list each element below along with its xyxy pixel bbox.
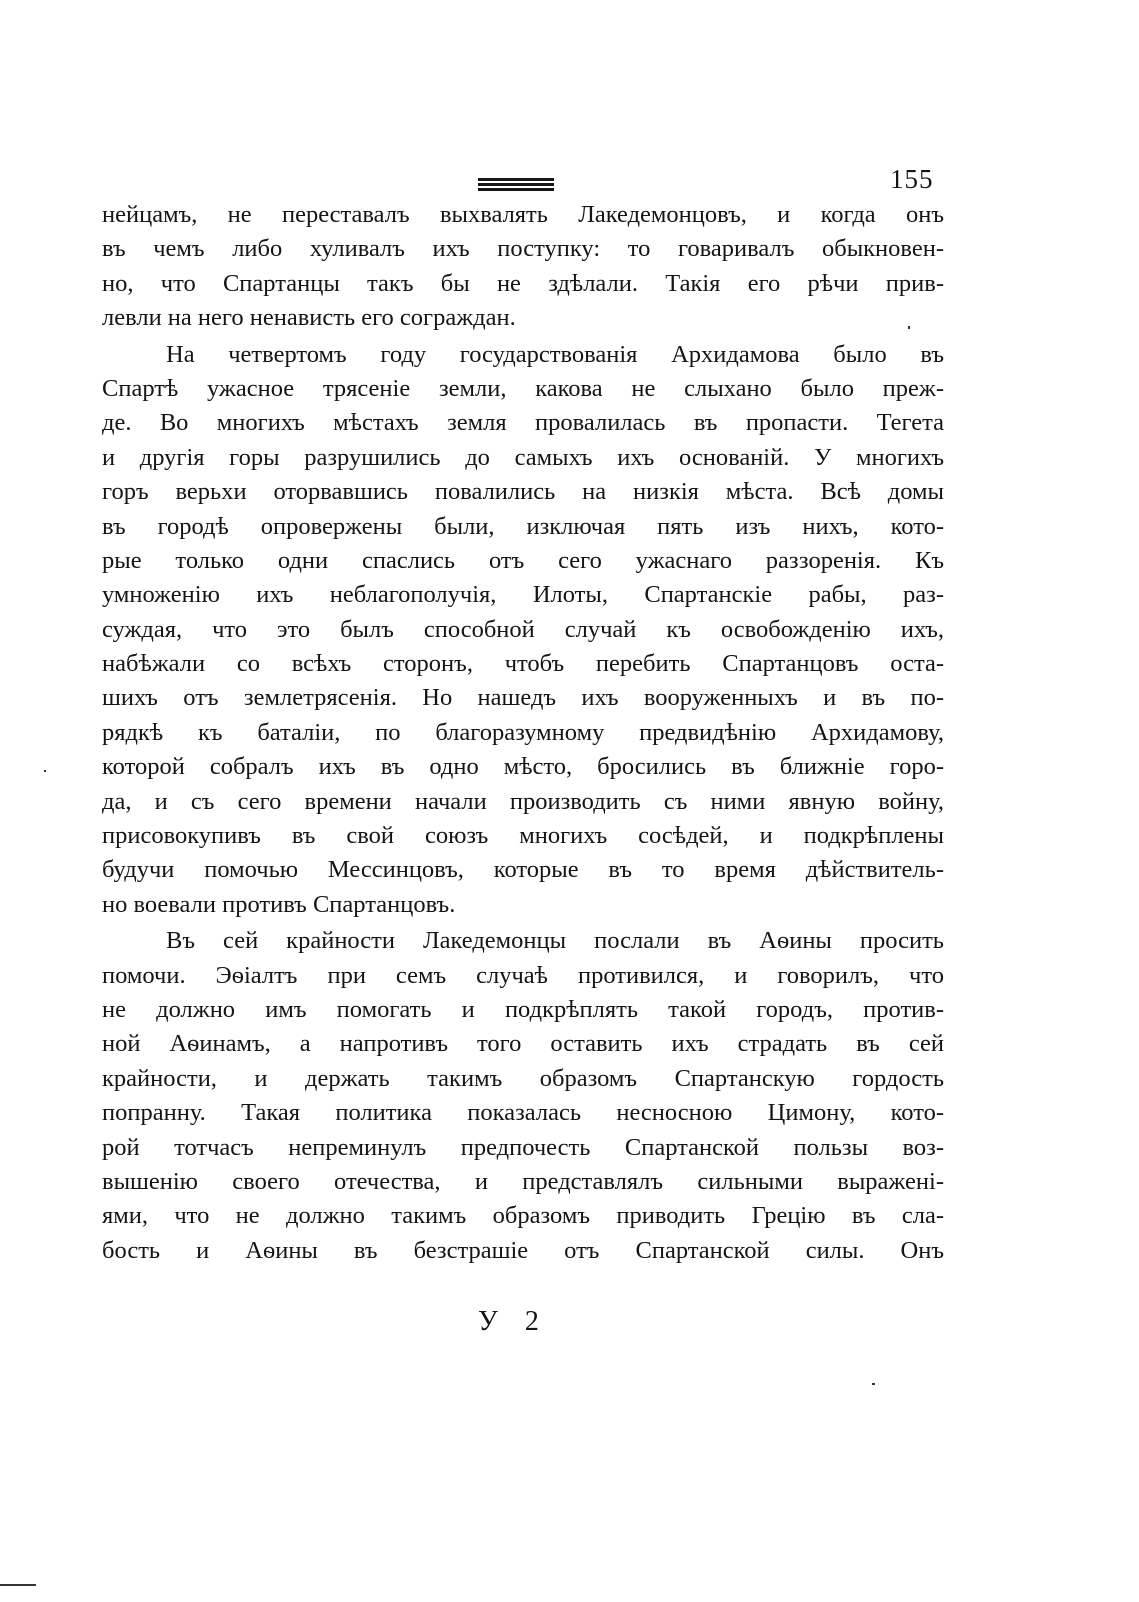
text-line: нейцамъ, не переставалъ выхвалять Лакедемонцовъ, и когда онъ (102, 201, 944, 228)
text-line: будучи помочью Мессинцовъ, которые въ то время дѣйствитель- (102, 856, 944, 884)
text-line: помочи. Эѳіалтъ при семъ случаѣ противился, и говорилъ, что (102, 961, 944, 989)
text-line: Спартѣ ужасное трясеніе земли, какова не слыхано было преж- (102, 374, 944, 402)
text-line: ями, что не должно такимъ образомъ приводить Грецію въ сла- (102, 1202, 944, 1230)
signature-mark: У 2 (478, 1306, 549, 1337)
text-line: которой собралъ ихъ въ одно мѣсто, бросились въ ближніе горо- (102, 753, 944, 781)
text-line: да, и съ сего времени начали производить съ ними явную войну, (102, 787, 944, 815)
text-line: набѣжали со всѣхъ сторонъ, чтобъ перебить Спартанцовъ оста- (102, 650, 944, 678)
header-ornament-rule (478, 178, 554, 192)
text-line: не должно имъ помогать и подкрѣплять такой городъ, против- (102, 995, 944, 1023)
text-line: бость и Аѳины въ безстрашіе отъ Спартанской силы. Онъ (102, 1236, 944, 1264)
paragraph-1 (102, 198, 944, 336)
text-line: шихъ отъ землетрясенія. Но нашедъ ихъ вооруженныхъ и въ по- (102, 684, 944, 712)
text-line: левли на него ненависть его сограждан. (102, 304, 516, 332)
text-line: попранну. Такая политика показалась несносною Цимону, кото- (102, 1099, 944, 1127)
text-line: крайности, и держать такимъ образомъ Спартанскую гордость (102, 1064, 944, 1092)
text-line: но, что Спартанцы такъ бы не здѣлали. Такія его рѣчи прив- (102, 269, 944, 297)
body-text (102, 198, 944, 1268)
scan-speck (0, 1584, 36, 1586)
text-line: присовокупивъ въ свой союзъ многихъ сосѣдей, и подкрѣплены (102, 822, 944, 850)
scan-speck (908, 326, 910, 329)
text-line: ной Аѳинамъ, а напротивъ того оставить ихъ страдать въ сей (102, 1030, 944, 1058)
page-number: 155 (890, 164, 934, 194)
text-line: На четвертомъ году государствованія Архидамова было въ (166, 340, 944, 368)
scan-speck (872, 1383, 875, 1385)
text-line: и другія горы разрушились до самыхъ ихъ основаній. У многихъ (102, 443, 944, 471)
text-line: суждая, что это былъ способной случай къ освобожденію ихъ, (102, 615, 944, 643)
text-line: рой тотчасъ непреминулъ предпочесть Спартанской пользы воз- (102, 1133, 944, 1161)
text-line: въ чемъ либо хуливалъ ихъ поступку: то говаривалъ обыкновен- (102, 235, 944, 263)
text-line: умноженію ихъ неблагополучія, Илоты, Спартанскіе рабы, раз- (102, 581, 944, 609)
text-line: въ городѣ опровержены были, изключая пять изъ нихъ, кото- (102, 512, 944, 540)
text-line: рядкѣ къ баталіи, по благоразумному предвидѣнію Архидамову, (102, 718, 944, 746)
paragraph-3 (102, 924, 944, 1268)
text-line: но воевали противъ Спартанцовъ. (102, 890, 456, 918)
text-line: вышенію своего отечества, и представлялъ сильными выражені- (102, 1167, 944, 1195)
text-line: де. Во многихъ мѣстахъ земля провалилась въ пропасти. Тегета (102, 409, 944, 437)
text-line: горъ верьхи оторвавшись повалились на низкія мѣста. Всѣ домы (102, 478, 944, 506)
text-line: Въ сей крайности Лакедемонцы послали въ Аѳины просить (166, 927, 944, 955)
paragraph-2 (102, 338, 944, 923)
scan-speck (44, 770, 46, 772)
text-line: рые только одни спаслись отъ сего ужаснаго раззоренія. Къ (102, 546, 944, 574)
